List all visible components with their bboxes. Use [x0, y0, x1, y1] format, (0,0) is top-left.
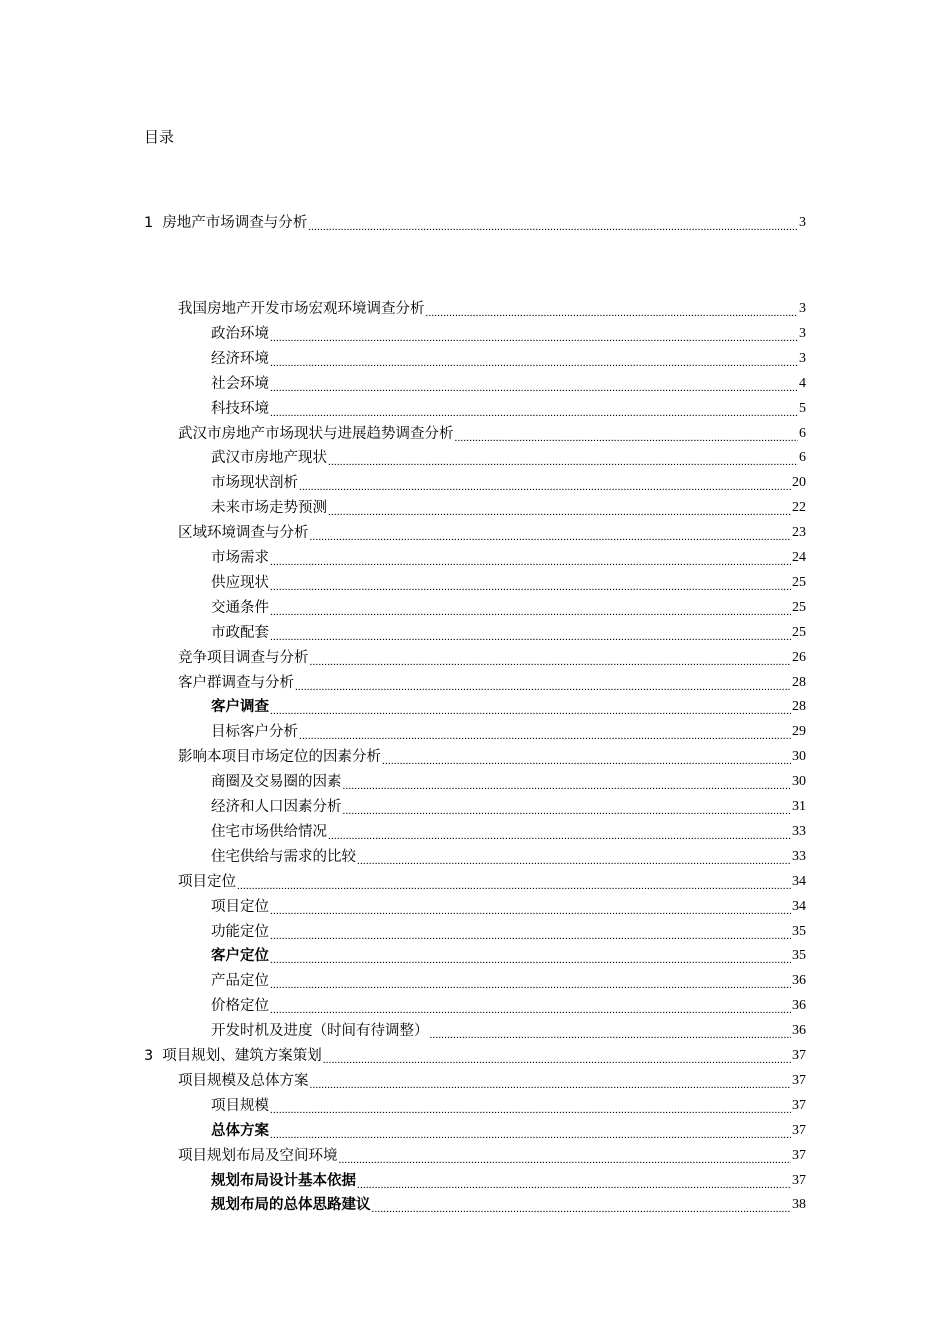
toc-entry-page: 31	[792, 799, 806, 814]
toc-entry-label: 项目规划、建筑方案策划	[162, 1048, 322, 1064]
toc-entry-label: 规划布局设计基本依据	[211, 1172, 356, 1189]
toc-entry[interactable]	[211, 770, 806, 794]
toc-dot-leader	[270, 695, 791, 719]
toc-dot-leader	[328, 446, 798, 470]
toc-dot-leader	[310, 521, 792, 545]
toc-entry-label: 开发时机及进度（时间有待调整）	[211, 1023, 429, 1040]
toc-entry-page: 34	[792, 898, 806, 914]
toc-entry-label: 客户定位	[211, 948, 269, 965]
toc-dot-leader	[339, 1144, 792, 1168]
toc-entry[interactable]	[144, 211, 806, 235]
toc-entry-page: 37	[792, 1097, 806, 1113]
toc-dot-leader	[270, 347, 798, 371]
toc-dot-leader	[270, 994, 791, 1018]
toc-entry-page: 30	[792, 749, 806, 765]
toc-entry-label: 政治环境	[211, 325, 269, 342]
toc-entry-page: 24	[792, 550, 806, 565]
toc-dot-leader	[426, 297, 799, 321]
toc-entry[interactable]	[211, 621, 806, 645]
toc-entry-page: 33	[792, 823, 806, 839]
toc-entry[interactable]	[211, 969, 806, 993]
toc-entry-label: 区域环境调查与分析	[178, 525, 309, 542]
toc-dot-leader	[343, 795, 792, 819]
toc-entry-page: 37	[792, 1072, 806, 1088]
toc-entry-page: 37	[792, 1172, 806, 1188]
toc-entry-page: 3	[799, 215, 806, 230]
toc-entry-page: 35	[792, 948, 806, 964]
page-title: 目录	[144, 128, 175, 146]
toc-entry[interactable]	[211, 471, 806, 495]
toc-dot-leader	[343, 770, 792, 794]
toc-entry[interactable]	[211, 920, 806, 944]
toc-entry-label: 项目定位	[211, 898, 269, 915]
toc-entry-label: 未来市场走势预测	[211, 500, 327, 517]
toc-entry-page: 38	[792, 1197, 806, 1213]
toc-entry[interactable]	[211, 446, 806, 470]
toc-entry-label: 项目定位	[178, 873, 236, 890]
toc-entry-label: 目标客户分析	[211, 724, 298, 741]
toc-entry[interactable]	[211, 322, 806, 346]
toc-entry-label: 项目规划布局及空间环境	[178, 1147, 338, 1164]
toc-entry[interactable]	[178, 422, 806, 446]
toc-entry-page: 28	[792, 674, 806, 690]
toc-dot-leader	[372, 1193, 792, 1217]
toc-dot-leader	[270, 895, 791, 919]
toc-dot-leader	[430, 1019, 792, 1043]
toc-entry-label: 科技环境	[211, 400, 269, 417]
toc-dot-leader	[357, 845, 791, 869]
toc-entry-page: 26	[792, 649, 806, 665]
toc-entry-page: 37	[792, 1048, 806, 1063]
toc-entry[interactable]	[211, 372, 806, 396]
toc-entry-label: 我国房地产开发市场宏观环境调查分析	[178, 301, 425, 317]
toc-dot-leader	[295, 671, 791, 695]
toc-entry[interactable]	[211, 496, 806, 520]
toc-dot-leader	[270, 397, 798, 421]
toc-entry-label: 客户群调查与分析	[178, 674, 294, 691]
toc-entry-label: 市场需求	[211, 550, 269, 566]
toc-dot-leader	[270, 322, 798, 346]
toc-entry-page: 5	[799, 400, 806, 416]
toc-dot-leader	[270, 546, 791, 570]
toc-entry[interactable]	[211, 1119, 806, 1143]
toc-entry-label: 价格定位	[211, 998, 269, 1015]
toc-entry-label: 住宅市场供给情况	[211, 823, 327, 840]
toc-entry[interactable]	[211, 895, 806, 919]
toc-dot-leader	[357, 1169, 791, 1193]
toc-entry[interactable]	[211, 1019, 806, 1043]
toc-entry-page: 25	[792, 624, 806, 640]
toc-entry-number: 1	[144, 215, 154, 231]
toc-entry-page: 34	[792, 873, 806, 889]
toc-dot-leader	[270, 1119, 791, 1143]
toc-entry[interactable]	[178, 646, 806, 670]
toc-entry-label: 市政配套	[211, 624, 269, 641]
toc-entry[interactable]	[178, 870, 806, 894]
toc-entry-label: 规划布局的总体思路建议	[211, 1197, 371, 1214]
toc-entry-label: 影响本项目市场定位的因素分析	[178, 749, 381, 766]
toc-entry[interactable]	[178, 745, 806, 769]
toc-entry-page: 35	[792, 923, 806, 939]
toc-entry-page: 3	[799, 325, 806, 341]
toc-entry[interactable]	[211, 596, 806, 620]
toc-entry-label: 房地产市场调查与分析	[162, 215, 308, 231]
toc-entry[interactable]	[178, 671, 806, 695]
toc-entry[interactable]	[211, 795, 806, 819]
toc-entry-label: 经济和人口因素分析	[211, 799, 342, 815]
toc-entry-page: 37	[792, 1147, 806, 1163]
toc-entry-page: 3	[799, 301, 806, 316]
toc-entry-label: 市场现状剖析	[211, 475, 298, 492]
toc-entry-label: 客户调查	[211, 699, 269, 716]
toc-dot-leader	[382, 745, 791, 769]
toc-entry[interactable]	[211, 546, 806, 570]
toc-dot-leader	[299, 471, 791, 495]
toc-entry[interactable]	[211, 720, 806, 744]
toc-entry-page: 6	[799, 425, 806, 441]
toc-entry[interactable]	[144, 1044, 806, 1068]
toc-entry-page: 25	[792, 599, 806, 615]
toc-entry[interactable]	[211, 1169, 806, 1193]
toc-dot-leader	[270, 372, 798, 396]
toc-entry-label: 武汉市房地产市场现状与进展趋势调查分析	[178, 425, 454, 442]
toc-entry-label: 竞争项目调查与分析	[178, 649, 309, 666]
toc-dot-leader	[310, 1069, 792, 1093]
toc-entry[interactable]	[211, 944, 806, 968]
toc-entry-label: 总体方案	[211, 1122, 269, 1139]
toc-entry-label: 供应现状	[211, 574, 269, 591]
toc-dot-leader	[270, 920, 791, 944]
toc-entry-label: 交通条件	[211, 599, 269, 616]
toc-entry[interactable]	[211, 1193, 806, 1217]
toc-entry-page: 36	[792, 973, 806, 989]
toc-entry-number: 3	[144, 1048, 154, 1064]
toc-dot-leader	[237, 870, 791, 894]
toc-entry-label: 商圈及交易圈的因素	[211, 774, 342, 791]
toc-entry-page: 22	[792, 500, 806, 516]
toc-dot-leader	[270, 1094, 791, 1118]
toc-entry-label: 功能定位	[211, 923, 269, 940]
toc-entry-label: 武汉市房地产现状	[211, 450, 327, 467]
toc-dot-leader	[270, 969, 791, 993]
toc-dot-leader	[328, 820, 791, 844]
toc-entry[interactable]	[178, 297, 806, 321]
toc-entry[interactable]	[178, 1069, 806, 1093]
toc-entry-page: 33	[792, 848, 806, 864]
toc-entry[interactable]	[211, 571, 806, 595]
toc-entry-label: 住宅供给与需求的比较	[211, 848, 356, 865]
toc-entry-page: 28	[792, 699, 806, 715]
toc-entry[interactable]	[211, 845, 806, 869]
toc-entry-page: 36	[792, 1023, 806, 1039]
toc-entry-page: 25	[792, 574, 806, 590]
toc-dot-leader	[299, 720, 791, 744]
toc-entry-page: 4	[799, 375, 806, 391]
toc-dot-leader	[310, 646, 792, 670]
toc-entry[interactable]	[211, 820, 806, 844]
toc-entry-page: 37	[792, 1122, 806, 1138]
toc-entry-page: 29	[792, 724, 806, 740]
toc-entry[interactable]	[178, 521, 806, 545]
toc-dot-leader	[270, 944, 791, 968]
toc-dot-leader	[308, 211, 798, 235]
toc-entry[interactable]	[211, 1094, 806, 1118]
toc-entry-page: 30	[792, 774, 806, 790]
toc-dot-leader	[323, 1044, 791, 1068]
toc-entry-label: 项目规模	[211, 1097, 269, 1114]
toc-entry[interactable]	[211, 397, 806, 421]
toc-entry-label: 经济环境	[211, 350, 269, 367]
toc-entry-page: 3	[799, 350, 806, 366]
toc-entry-label: 社会环境	[211, 375, 269, 392]
toc-entry[interactable]	[211, 347, 806, 371]
toc-dot-leader	[270, 621, 791, 645]
toc-dot-leader	[455, 422, 799, 446]
toc-entry-page: 20	[792, 475, 806, 491]
toc-dot-leader	[270, 571, 791, 595]
toc-entry-label: 产品定位	[211, 973, 269, 990]
toc-dot-leader	[270, 596, 791, 620]
toc-entry[interactable]	[178, 1144, 806, 1168]
toc-dot-leader	[328, 496, 791, 520]
toc-entry[interactable]	[211, 994, 806, 1018]
toc-entry-page: 6	[799, 450, 806, 466]
toc-entry-label: 项目规模及总体方案	[178, 1072, 309, 1089]
toc-entry-page: 36	[792, 998, 806, 1014]
toc-entry[interactable]	[211, 695, 806, 719]
toc-entry-page: 23	[792, 525, 806, 541]
